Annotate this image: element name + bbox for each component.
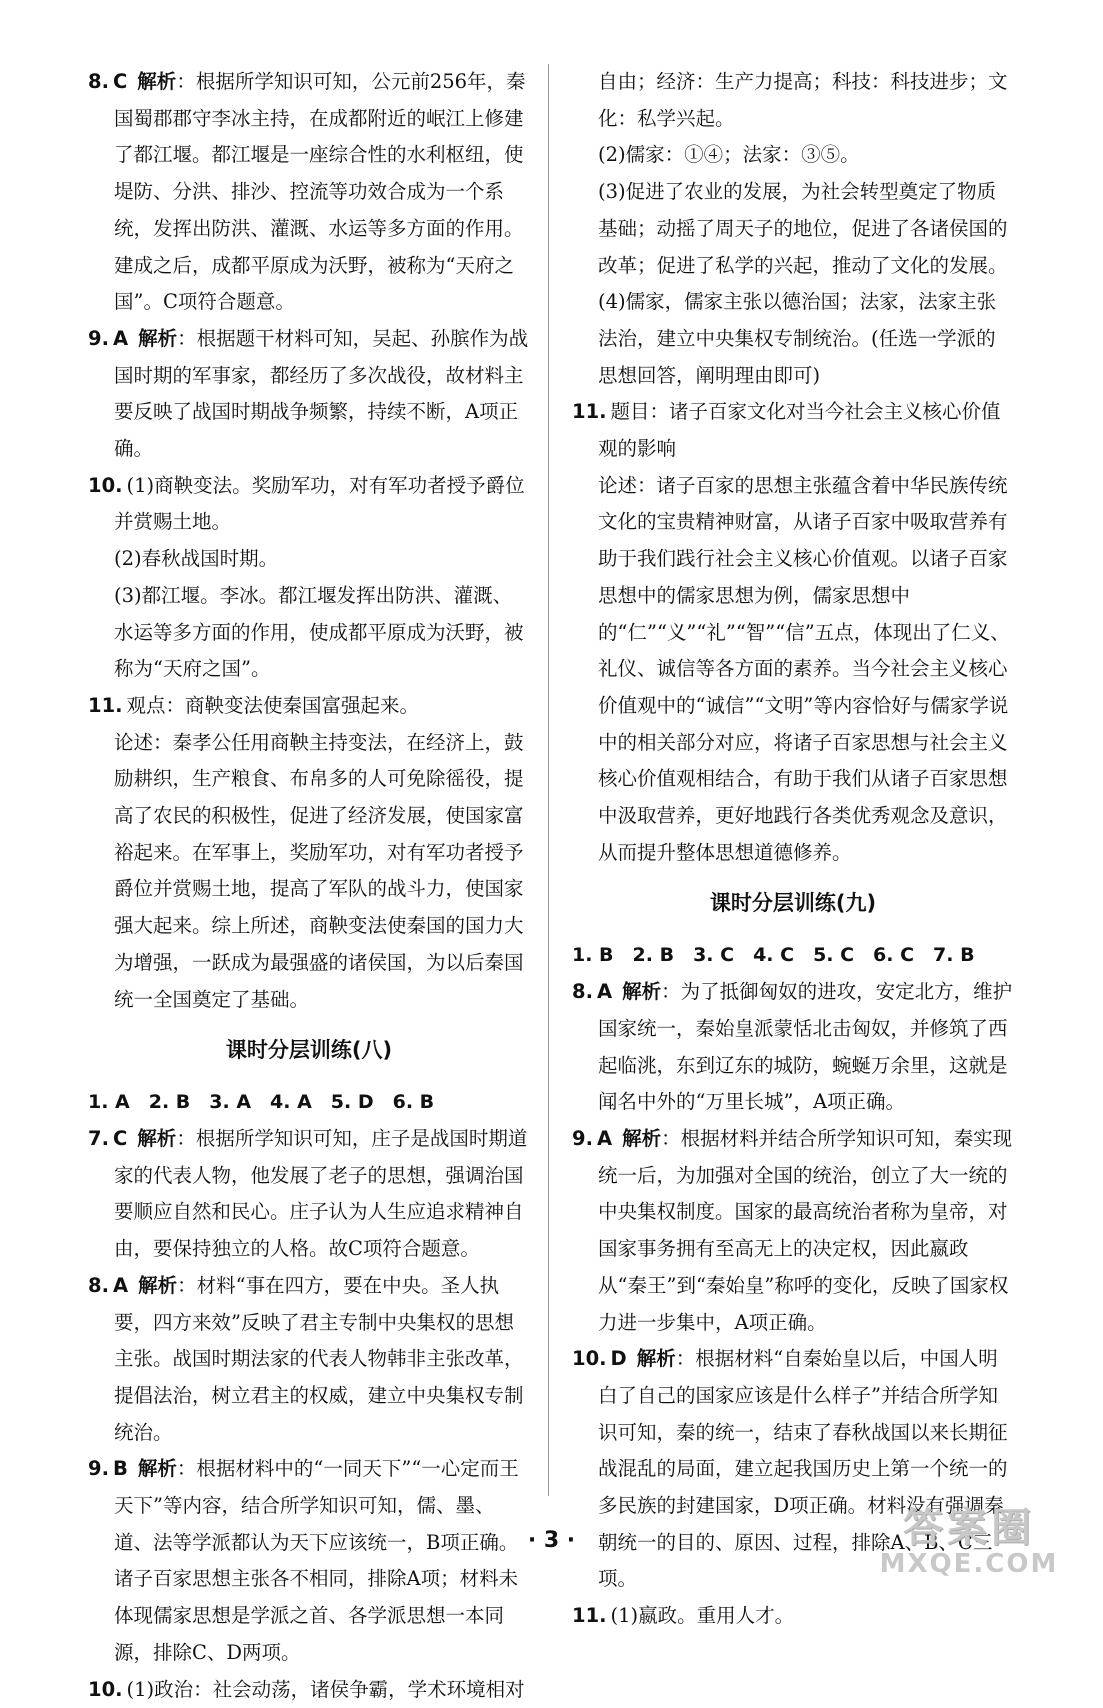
answer-text: ：根据材料并结合所学知识可知，秦实现统一后，为加强对全国的统治，创立了大一统的中央集权制度。国家的最高统治者称为皇帝，对国家事务拥有至高无上的决定权，因此嬴政从“秦王”到“秦始皇”称呼的变化，反映了国家权力进一步集中，A项正确。: [598, 1126, 1013, 1334]
watermark-logo: 答案圈: [903, 1505, 1035, 1551]
analysis-label: 解析: [138, 326, 178, 350]
answer-subpart: (2)儒家：①④；法家：③⑤。: [598, 143, 860, 167]
answer-text: 观点：商鞅变法使秦国富强起来。: [126, 693, 420, 717]
answer-subpart: 论述：秦孝公任用商鞅主持变法，在经济上，鼓励耕织，生产粮食、布帛多的人可免除徭役，提高了农民的积极性，促进了经济发展，使国家富裕起来。在军事上，奖励军功，对有军功者授予爵位并赏赐土地，提高了军队的战斗力，使国家强大起来。综上所述，商鞅变法使秦国的国力大为增强，一跃成为最强盛的诸侯国，为以后秦国统一全国奠定了基础。: [114, 730, 524, 1011]
answer-subpart: 自由；经济：生产力提高；科技：科技进步；文化：私学兴起。: [598, 70, 1008, 130]
answer-text: (1)嬴政。重用人才。: [610, 1604, 795, 1628]
question-number: 10.: [88, 473, 123, 497]
right-column: [572, 64, 1014, 1635]
answer-item: [572, 1121, 1014, 1341]
answer-item: [88, 1121, 530, 1268]
answer-item: [88, 1672, 530, 1708]
analysis-label: 解析: [137, 1126, 177, 1150]
question-number: 9.: [88, 326, 109, 350]
analysis-label: 解析: [138, 1273, 178, 1297]
question-number: 8.: [88, 1273, 109, 1297]
question-number: 8.: [572, 980, 593, 1004]
question-number: 11.: [572, 1604, 607, 1628]
answer-choice: C: [112, 70, 128, 93]
answer-subpart: 论述：诸子百家的思想主张蕴含着中华民族传统文化的宝贵精神财富，从诸子百家中吸取营养有助于我们践行社会主义核心价值观。以诸子百家思想中的儒家思想为例，儒家思想中的“仁”“义”“礼”“智”“信”五点，体现出了仁义、礼仪、诚信等各方面的素养。当今社会主义核心价值观中的“诚信”“文明”等内容恰好与儒家学说中的相关部分对应，将诸子百家思想与社会主义核心价值观相结合，有助于我们从诸子百家思想中汲取营养，更好地践行各类优秀观念及意识，从而提升整体思想道德修养。: [598, 473, 1010, 864]
question-number: 9.: [88, 1457, 109, 1481]
answer-subpart: (3)都江堰。李冰。都江堰发挥出防洪、灌溉、水运等多方面的作用，使成都平原成为沃野，被称为“天府之国”。: [114, 583, 524, 681]
section-title: 课时分层训练(八): [225, 1038, 393, 1063]
answer-text: ：根据所学知识可知，庄子是战国时期道家的代表人物，他发展了老子的思想，强调治国要顺应自然和民心。庄子认为人生应追求精神自由，要保持独立的人格。故C项符合题意。: [114, 1126, 528, 1261]
analysis-label: 解析: [622, 980, 662, 1004]
analysis-label: 解析: [137, 70, 177, 93]
answer-choice: C: [112, 1126, 128, 1150]
question-number: 11.: [88, 693, 123, 717]
question-number: 8.: [88, 70, 109, 93]
left-column: [88, 64, 530, 1708]
answer-choice: A: [112, 1273, 129, 1297]
question-number: 10.: [88, 1677, 123, 1701]
answer-key-row: 1. B 2. B 3. C 4. C 5. C 6. C 7. B: [572, 944, 975, 967]
answer-text: ：材料“事在四方，要在中央。圣人执要，四方来效”反映了君主专制中央集权的思想主张。战国时期法家的代表人物韩非主张改革，提倡法治，树立君主的权威，建立中央集权专制统治。: [114, 1273, 524, 1444]
watermark-url: MXQE.COM: [879, 1549, 1059, 1579]
answer-item: [88, 468, 530, 541]
answer-text: (1)商鞅变法。奖励军功，对有军功者授予爵位并赏赐土地。: [114, 473, 525, 534]
answer-item: [88, 321, 530, 468]
question-number: 11.: [572, 400, 607, 424]
answer-item: [572, 974, 1014, 1121]
answer-choice: B: [112, 1457, 128, 1481]
answer-text: ：根据所学知识可知，公元前256年，秦国蜀郡郡守李冰主持，在成都附近的岷江上修建了都江堰。都江堰是一座综合性的水利枢纽，使堤防、分洪、排沙、控流等功效合成为一个系统，发挥出防洪、灌溉、水运等多方面的作用。建成之后，成都平原成为沃野，被称为“天府之国”。C项符合题意。: [114, 70, 526, 314]
watermark: [869, 1505, 1069, 1579]
section-title: 课时分层训练(九): [709, 891, 877, 916]
answer-key-row: 1. A 2. B 3. A 4. A 5. D 6. B: [88, 1091, 435, 1114]
answer-item: [88, 64, 530, 321]
answer-item: [88, 1268, 530, 1452]
answer-choice: A: [112, 326, 129, 350]
column-divider: [548, 64, 549, 1496]
answer-choice: A: [596, 1126, 613, 1150]
answer-item: [572, 1598, 1014, 1635]
question-number: 9.: [572, 1126, 593, 1150]
answer-item: [88, 688, 530, 725]
question-number: 10.: [572, 1347, 607, 1371]
answer-subpart: (4)儒家，儒家主张以德治国；法家，法家主张法治，建立中央集权专制统治。(任选一学派的思想回答，阐明理由即可): [598, 290, 997, 387]
answer-choice: D: [610, 1347, 627, 1371]
answer-text: (1)政治：社会动荡，诸侯争霸，学术环境相对: [126, 1677, 525, 1701]
answer-item: [88, 1451, 530, 1671]
analysis-label: 解析: [137, 1457, 177, 1481]
answer-text: ：根据材料中的“一同天下”“一心定而王天下”等内容，结合所学知识可知，儒、墨、道、法等学派都认为天下应该统一，B项正确。诸子百家思想主张各不相同，排除A项；材料未体现儒家思想是学派之首、各学派思想一本同源，排除C、D两项。: [114, 1457, 519, 1664]
analysis-label: 解析: [622, 1126, 662, 1150]
question-number: 7.: [88, 1126, 109, 1150]
answer-text: ：为了抵御匈奴的进攻，安定北方，维护国家统一，秦始皇派蒙恬北击匈奴，并修筑了西起临洮，东到辽东的城防，蜿蜒万余里，这就是闻名中外的“万里长城”，A项正确。: [598, 980, 1013, 1114]
answer-subpart: (3)促进了农业的发展，为社会转型奠定了物质基础；动摇了周天子的地位，促进了各诸侯国的改革；促进了私学的兴起，推动了文化的发展。: [598, 180, 1008, 277]
analysis-label: 解析: [636, 1347, 676, 1371]
answer-text: ：根据材料“自秦始皇以后，中国人明白了自己的国家应该是什么样子”并结合所学知识可知，秦的统一，结束了春秋战国以来长期征战混乱的局面，建立起我国历史上第一个统一的多民族的封建国家，D项正确。材料没有强调秦朝统一的目的、原因、过程，排除A、B、C三项。: [598, 1347, 1008, 1591]
answer-subpart: (2)春秋战国时期。: [114, 547, 279, 571]
answer-text: ：根据题干材料可知，吴起、孙膑作为战国时期的军事家，都经历了多次战役，故材料主要反映了战国时期战争频繁，持续不断，A项正确。: [114, 326, 529, 461]
answer-text: 题目：诸子百家文化对当今社会主义核心价值观的影响: [598, 400, 1001, 461]
page-number: · 3 ·: [527, 1528, 576, 1553]
answer-choice: A: [596, 980, 613, 1004]
answer-item: [572, 394, 1014, 467]
